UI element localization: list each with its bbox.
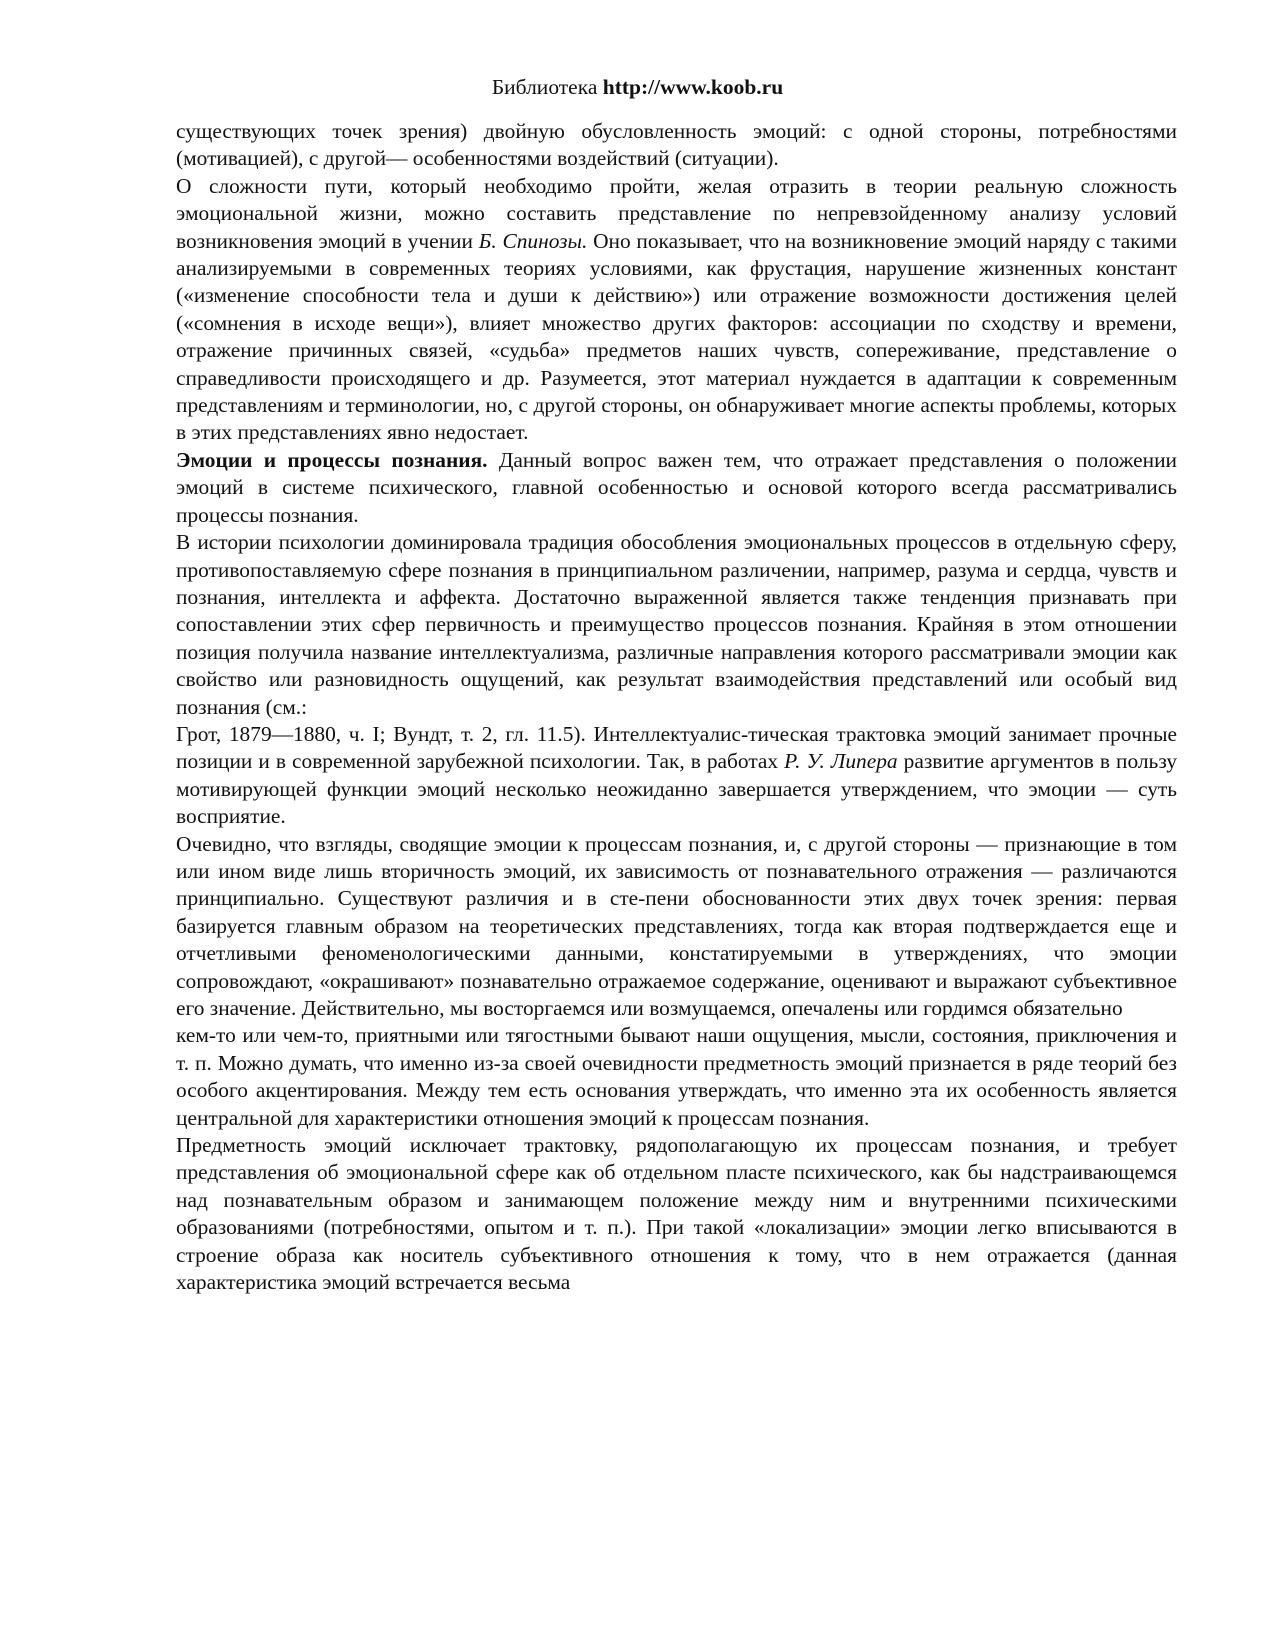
paragraph-3-text: Данный вопрос важен тем, что отражает представления о положении эмоций в системе психического, главной особенностью и основой которого всегда рассматривались процессы познания.	[176, 447, 1177, 527]
paragraph-8: Предметность эмоций исключает трактовку, рядополагающую их процессам познания, и требует представления об эмоциональной сфере как об отдельном пласте психического, как бы надстраивающемся над познавательным образом и занимающем положение между ним и внутренними психическими образованиями (потребностями, опытом и т. п.). При такой «локализации» эмоции легко вписываются в строение образа как носитель субъективного отношения к тому, что в нем отражается (данная характеристика эмоций встречается весьма	[176, 1133, 1177, 1295]
paragraph-2-author-name: Б. Спинозы.	[478, 228, 588, 253]
paragraph-5	[176, 721, 1177, 831]
paragraph-1: существующих точек зрения) двойную обусловленность эмоций: с одной стороны, потребностями (мотивацией), с другой— особенностями воздействий (ситуации).	[176, 119, 1177, 171]
page-header	[0, 74, 1275, 100]
paragraph-2-text-a: О сложности пути, который необходимо пройти, желая отразить в теории реальную сложность эмоциональной жизни, можно составить представление по непревзойденному анализу условий возникновения эмоций в учении	[176, 173, 1177, 253]
paragraph-5-text-a: Грот, 1879—1880, ч. I; Вундт, т. 2, гл. 11.5). Интеллектуалис-тическая трактовка эмоций занимает прочные позиции и в современной зарубежной психологии. Так, в работах	[176, 721, 1177, 774]
section-heading: Эмоции и процессы познания.	[176, 447, 488, 472]
header-library-label: Библиотека	[491, 75, 603, 99]
paragraph-6: Очевидно, что взгляды, сводящие эмоции к процессам познания, и, с другой стороны — признающие в том или ином виде лишь вторичность эмоций, их зависимость от познавательного отражения — различаются принципиально. Существуют различия и в сте-пени обоснованности этих двух точек зрения: первая базируется главным образом на теоретических представлениях, тогда как вторая подтверждается еще и отчетливыми феноменологическими данными, констатируемыми в утверждениях, что эмоции сопровождают, «окрашивают» познавательно отражаемое содержание, оценивают и выражают субъективное его значение. Действительно, мы восторгаемся или возмущаемся, опечалены или гордимся обязательно	[176, 831, 1177, 1020]
document-body	[176, 118, 1177, 1296]
header-url-link[interactable]: http://www.koob.ru	[602, 75, 784, 99]
paragraph-5-text-b: развитие аргументов в пользу мотивирующей функции эмоций несколько неожиданно завершается утверждением, что эмоции — суть восприятие.	[176, 749, 1178, 829]
paragraph-5-author-name: Р. У. Липера	[784, 749, 898, 774]
paragraph-2	[176, 173, 1177, 447]
paragraph-3	[176, 447, 1177, 529]
paragraph-4: В истории психологии доминировала традиция обособления эмоциональных процессов в отдельную сферу, противопоставляемую сфере познания в принципиальном различении, например, разума и сердца, чувств и познания, интеллекта и аффекта. Достаточно выраженной является также тенденция признавать при сопоставлении этих сфер первичность и преимущество процессов познания. Крайняя в этом отношении позиция получила название интеллектуализма, различные направления которого рассматривали эмоции как свойство или разновидность ощущений, как результат взаимодействия представлений или особый вид познания (см.:	[176, 530, 1177, 719]
paragraph-2-text-b: Оно показывает, что на возникновение эмоций наряду с такими анализируемыми в современных теориях условиями, как фрустация, нарушение жизненных констант («изменение способности тела и души к действию») или отражение возможности достижения целей («сомнения в исходе вещи»), влияет множество других факторов: ассоциации по сходству и времени, отражение причинных связей, «судьба» предметов наших чувств, сопереживание, представление о справедливости происходящего и др. Разумеется, этот материал нуждается в адаптации к современным представлениям и терминологии, но, с другой стороны, он обнаруживает многие аспекты проблемы, которых в этих представлениях явно недостает.	[176, 228, 1178, 445]
paragraph-7: кем-то или чем-то, приятными или тягостными бывают наши ощущения, мысли, состояния, приключения и т. п. Можно думать, что именно из-за своей очевидности предметность эмоций признается в ряде теорий без особого акцентирования. Между тем есть основания утверждать, что именно эта их особенность является центральной для характеристики отношения эмоций к процессам познания.	[176, 1023, 1177, 1130]
